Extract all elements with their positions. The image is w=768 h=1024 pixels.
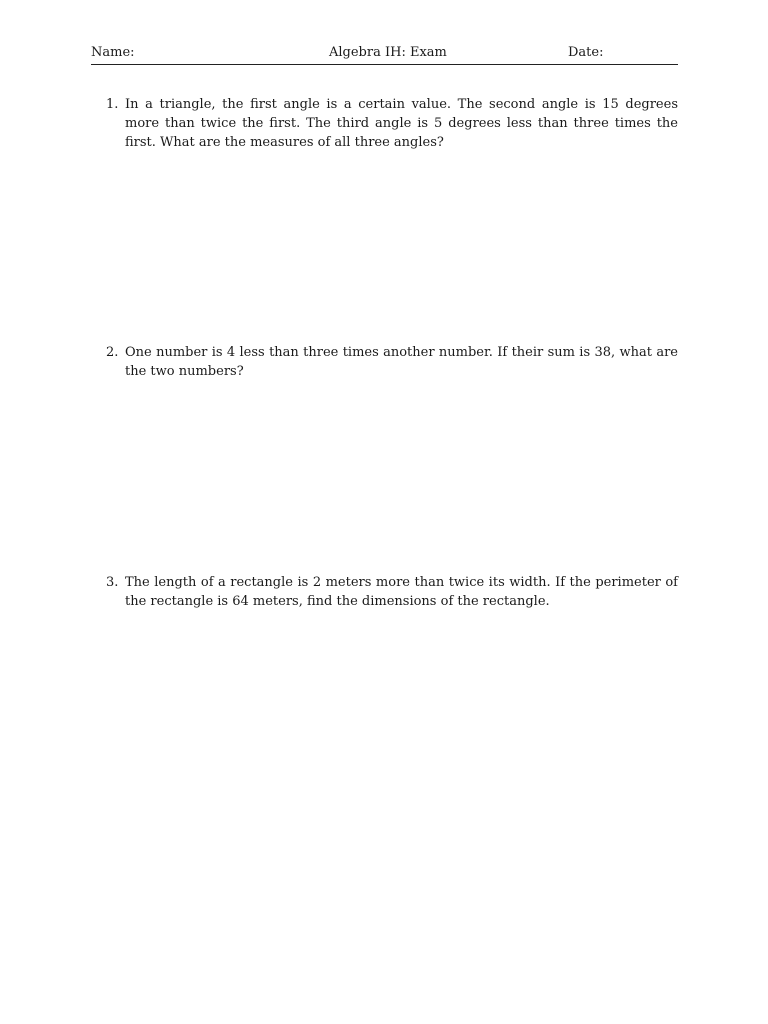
question-2 [106, 343, 678, 381]
question-text: The length of a rectangle is 2 meters more than twice its width. If the perimeter of the rectangle is 64 meters, find the dimensions of the rectangle. [125, 575, 678, 609]
question-number: 3. [106, 575, 119, 590]
question-number: 2. [106, 345, 119, 360]
question-text: In a triangle, the first angle is a certain value. The second angle is 15 degrees more than twice the first. The third angle is 5 degrees less than three times the first. What are the measures of all three angles? [125, 97, 678, 150]
exam-title: Algebra IH: Exam [329, 45, 447, 60]
question-3 [106, 573, 678, 611]
exam-header [91, 44, 678, 65]
question-text: One number is 4 less than three times another number. If their sum is 38, what are the two numbers? [125, 345, 678, 379]
date-label: Date: [568, 45, 604, 60]
name-label: Name: [91, 45, 135, 60]
question-1 [106, 95, 678, 152]
question-number: 1. [106, 97, 119, 112]
